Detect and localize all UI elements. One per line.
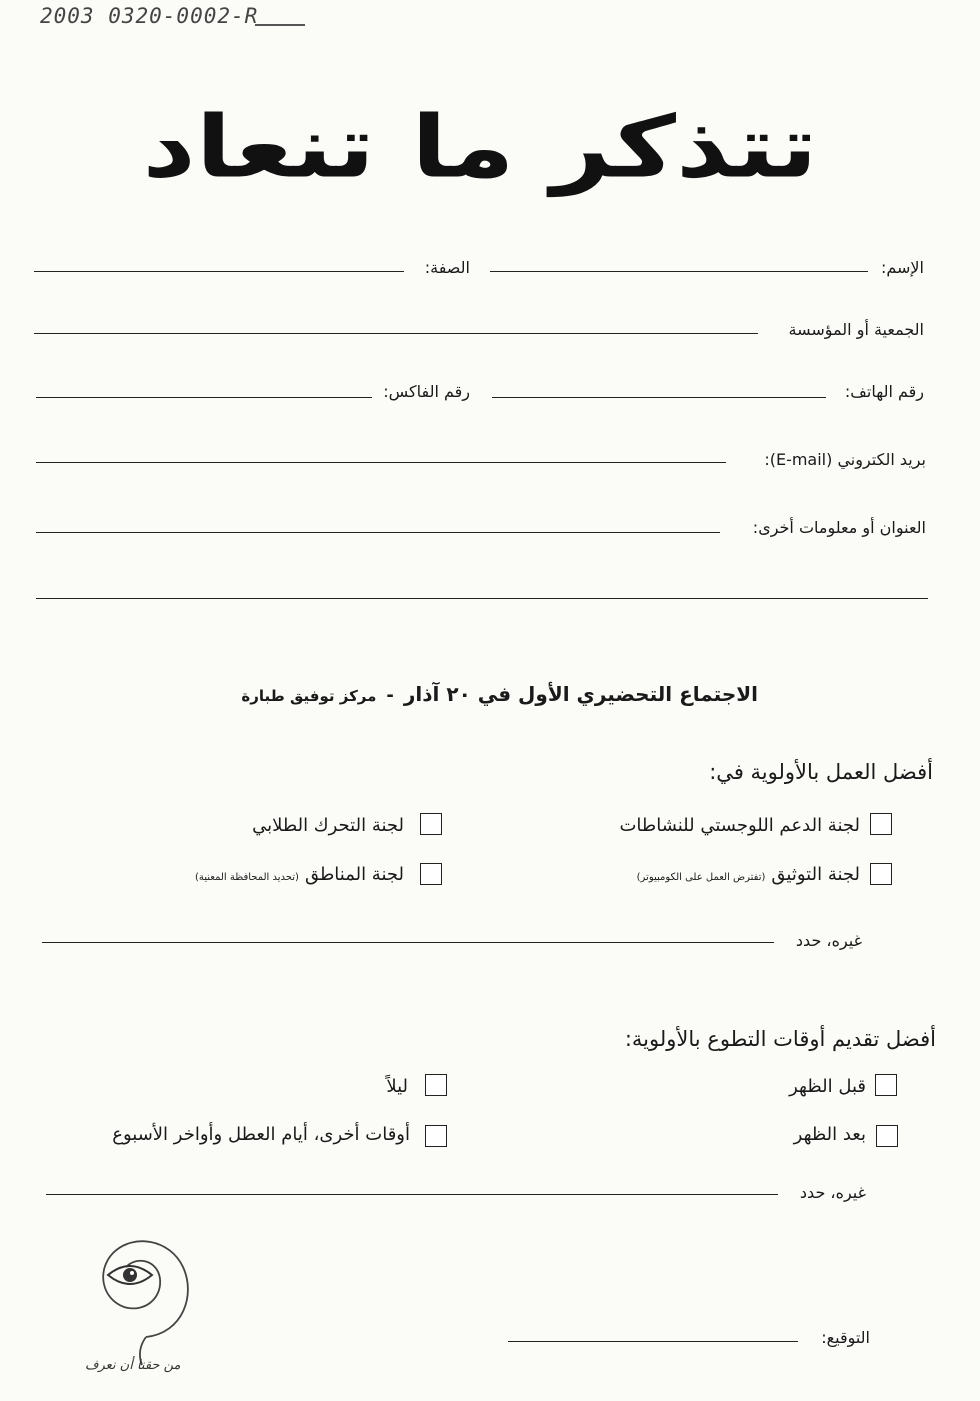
documentation-checkbox[interactable] — [870, 863, 892, 885]
organization-field[interactable] — [34, 333, 758, 334]
priority-work-heading: أفضل العمل بالأولوية في: — [709, 760, 933, 784]
night-label: ليلاً — [386, 1076, 408, 1097]
document-id-underline — [255, 24, 305, 26]
regions-checkbox[interactable] — [420, 863, 442, 885]
documentation-option — [637, 864, 860, 885]
before-noon-label: قبل الظهر — [789, 1076, 866, 1097]
address-field[interactable] — [36, 532, 720, 533]
meeting-separator: - — [386, 685, 394, 706]
signature-field[interactable] — [508, 1341, 798, 1342]
afternoon-label: بعد الظهر — [793, 1124, 866, 1145]
regions-label: لجنة المناطق — [304, 864, 404, 885]
phone-label: رقم الهاتف: — [844, 382, 924, 401]
name-label: الإسم: — [880, 258, 924, 277]
student-label: لجنة التحرك الطلابي — [252, 815, 404, 836]
role-label: الصفة: — [424, 258, 470, 277]
regions-note: (تحديد المحافظة المعنية) — [194, 872, 299, 883]
email-label: بريد الكتروني (E-mail): — [764, 450, 926, 469]
document-id: 2003 0320-0002-R — [40, 4, 259, 28]
times-other-label: غيره، حدد — [799, 1183, 866, 1202]
address-label: العنوان أو معلومات أخرى: — [752, 518, 926, 537]
student-checkbox[interactable] — [420, 813, 442, 835]
before-noon-checkbox[interactable] — [875, 1074, 897, 1096]
name-field[interactable] — [490, 271, 868, 272]
work-other-field[interactable] — [42, 942, 774, 943]
fax-field[interactable] — [36, 397, 372, 398]
meeting-location: مركز توفيق طبارة — [241, 687, 377, 705]
times-other-field[interactable] — [46, 1194, 778, 1195]
other-times-checkbox[interactable] — [425, 1125, 447, 1147]
page-title: تتذكر ما تنعاد — [142, 96, 818, 198]
regions-option — [195, 864, 404, 885]
meeting-heading — [241, 682, 758, 706]
documentation-label: لجنة التوثيق — [771, 864, 860, 885]
logo-caption: من حقنا أن نعرف — [85, 1358, 181, 1373]
organization-label: الجمعية أو المؤسسة — [788, 320, 924, 339]
role-field[interactable] — [34, 271, 404, 272]
work-other-label: غيره، حدد — [795, 931, 862, 950]
page-title-banner — [95, 62, 865, 197]
other-times-label: أوقات أخرى، أيام العطل وأواخر الأسبوع — [112, 1124, 410, 1145]
fax-label: رقم الفاكس: — [383, 382, 470, 401]
priority-times-heading: أفضل تقديم أوقات التطوع بالأولوية: — [624, 1027, 936, 1051]
night-checkbox[interactable] — [425, 1074, 447, 1096]
logistics-label: لجنة الدعم اللوجستي للنشاطات — [619, 815, 860, 836]
afternoon-checkbox[interactable] — [876, 1125, 898, 1147]
logistics-checkbox[interactable] — [870, 813, 892, 835]
meeting-title: الاجتماع التحضيري الأول في ٢٠ آذار — [403, 682, 758, 706]
signature-label: التوقيع: — [821, 1328, 870, 1347]
address-field-line-2[interactable] — [36, 598, 928, 599]
email-field[interactable] — [36, 462, 726, 463]
phone-field[interactable] — [492, 397, 826, 398]
documentation-note: (تفترض العمل على الكومبيوتر) — [636, 872, 766, 883]
